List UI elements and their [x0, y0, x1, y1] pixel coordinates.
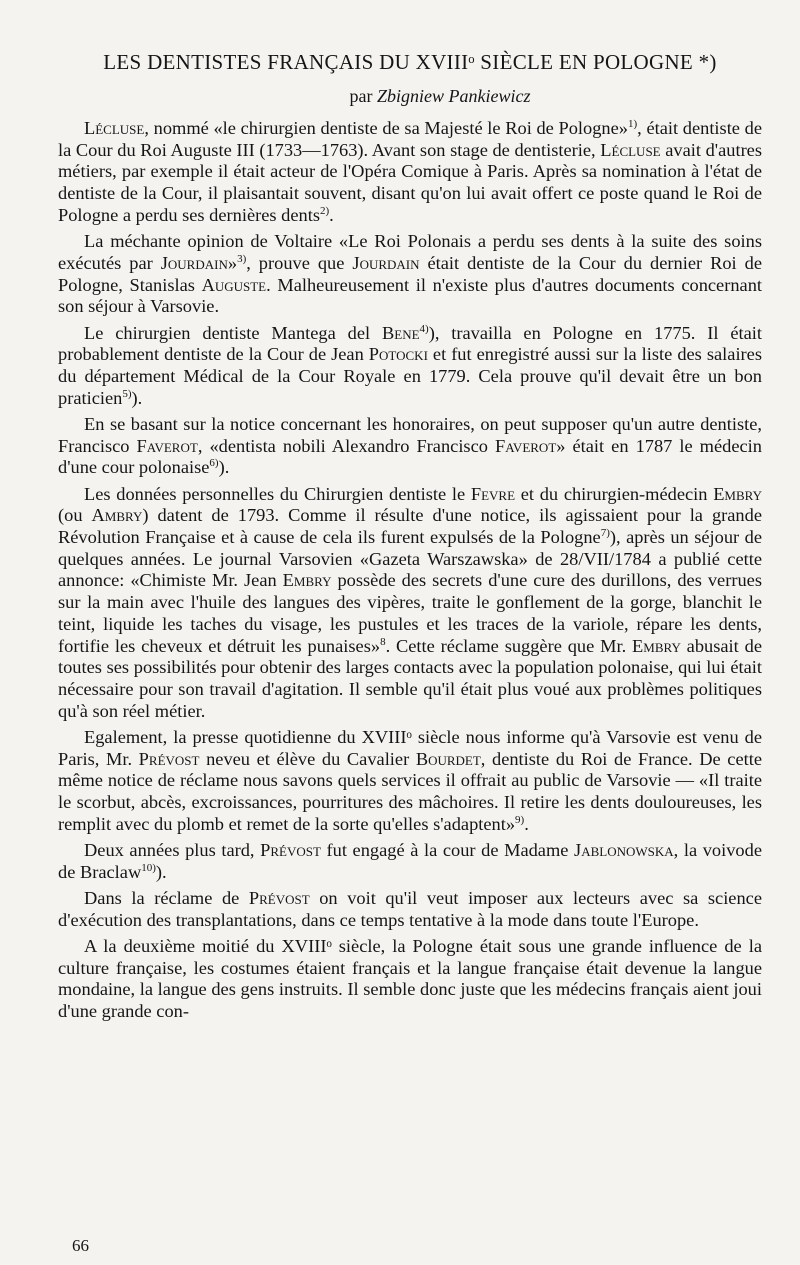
- paragraph-9: [58, 936, 762, 1023]
- article-title: LES DENTISTES FRANÇAIS DU XVIIIᵒ SIÈCLE EN POLOGNE *): [103, 50, 717, 74]
- text-run: , la voivode de Braclaw: [58, 840, 762, 882]
- text-run: . Malheureusement il n'existe plus d'autres documents concernant son séjour à Varsovie.: [58, 274, 763, 317]
- paragraph-6: [58, 727, 762, 836]
- footnote-ref: 3): [237, 252, 247, 265]
- text-run: était dentiste de la Cour du dernier Roi de Pologne, Stanislas: [58, 252, 762, 295]
- text-run: , «dentista nobili Alexandro Francisco: [197, 435, 495, 456]
- name-smallcaps: Lécluse: [600, 139, 661, 160]
- footnote-ref: 8: [380, 635, 386, 648]
- author-line: [240, 86, 640, 107]
- text-run: , nommé «le chirurgien dentiste de sa Majesté le Roi de Pologne»: [144, 118, 628, 138]
- name-smallcaps: Faverot: [494, 435, 557, 456]
- name-smallcaps: Fevre: [470, 483, 516, 504]
- footnote-ref: 2): [320, 204, 330, 217]
- text-run: ).: [155, 861, 167, 882]
- name-smallcaps: Potocki: [368, 344, 428, 365]
- name-smallcaps: Auguste: [201, 274, 267, 295]
- name-smallcaps: Jourdain: [352, 252, 420, 273]
- text-run: ), après un séjour de quelques années. Le journal Varsovien «Gazeta Warszawska» de 28/VII/1784 a publié cette annonce: «Chimiste Mr. Jean: [58, 527, 763, 591]
- text-run: ).: [218, 457, 230, 478]
- text-run: (ou: [58, 505, 92, 526]
- text-run: , était dentiste de la Cour du Roi Auguste III (1733—1763). Avant son stage de dentisterie,: [58, 118, 762, 160]
- footnote-ref: 6): [209, 457, 219, 470]
- text-run: possède des secrets d'une cure des durillons, des verrues sur la main avec l'huile des langues des vipères, traite le gonflement de la gorge, blanchit le teint, liquide les taches du visage, les pustules et les traces de la variole, répare les dents, fortifie les cheveux et détruit les punaises»: [58, 570, 762, 656]
- paragraph-4: [58, 414, 762, 479]
- name-smallcaps: Bene: [381, 322, 420, 343]
- paragraph-2: [58, 231, 762, 318]
- text-run: » était en 1787 le médecin d'une cour polonaise: [58, 435, 762, 478]
- text-run: Les données personnelles du Chirurgien dentiste le: [84, 483, 471, 504]
- text-run: Egalement, la presse quotidienne du XVIIIᵒ siècle nous informe qu'à Varsovie est venu de Paris, Mr.: [58, 726, 762, 769]
- text-run: La méchante opinion de Voltaire «Le Roi Polonais a perdu ses dents à la suite des soins exécutés par: [58, 231, 762, 273]
- text-run: Le chirurgien dentiste Mantega del: [84, 322, 382, 343]
- footnote-ref: 7): [600, 526, 610, 539]
- text-run: Dans la réclame de: [84, 888, 249, 909]
- name-smallcaps: Embry: [282, 570, 332, 591]
- name-smallcaps: Prévost: [248, 888, 310, 909]
- paragraph-5: [58, 484, 762, 723]
- footnote-ref: 9): [515, 813, 525, 826]
- name-smallcaps: Lécluse: [84, 118, 145, 138]
- name-smallcaps: Bourdet: [415, 748, 481, 769]
- text-run: .: [329, 204, 334, 225]
- text-run: et du chirurgien-médecin: [515, 483, 714, 504]
- paragraph-3: [58, 323, 762, 410]
- text-run: En se basant sur la notice concernant les honoraires, on peut supposer qu'un autre dentiste, Francisco: [58, 413, 762, 456]
- text-run: neveu et élève du Cavalier: [199, 748, 416, 769]
- article-body: [58, 118, 762, 1027]
- author-name: Zbigniew Pankiewicz: [377, 86, 531, 106]
- text-run: . Cette réclame suggère que Mr.: [385, 635, 633, 656]
- name-smallcaps: Embry: [713, 483, 762, 504]
- text-run: abusait de toutes ses possibilités pour obtenir des larges contacts avec la population polonaise, qui lui était nécessaire pour son travail d'agitation. Il semble qu'il était plus voué aux problèmes politiques qu'à son réel métier.: [58, 635, 762, 721]
- author-prefix: par: [349, 86, 373, 106]
- footnote-ref: 4): [419, 322, 429, 335]
- paragraph-7: [58, 840, 762, 883]
- name-smallcaps: Faverot: [136, 435, 198, 456]
- name-smallcaps: Embry: [632, 635, 681, 656]
- page-number: 66: [72, 1236, 89, 1255]
- name-smallcaps: Jablonowska: [574, 840, 674, 861]
- text-run: Deux années plus tard,: [84, 840, 261, 861]
- text-run: fut engagé à la cour de Madame: [320, 840, 575, 861]
- footnote-ref: 10): [141, 861, 156, 874]
- text-run: , dentiste du Roi de France. De cette même notice de réclame nous savons quels services il offrait au public de Varsovie — «Il traite le scorbut, abcès, excroissances, pourritures des mâchoires. Il retire les dents douloureuses, les remplit avec du plomb et remet de la sorte qu'elles s'adaptent»: [58, 748, 762, 834]
- name-smallcaps: Prévost: [138, 748, 200, 769]
- text-run: »: [227, 252, 238, 273]
- name-smallcaps: Jourdain: [160, 252, 228, 273]
- name-smallcaps: Ambry: [91, 505, 143, 526]
- text-run: et fut enregistré aussi sur la liste des salaires du département Médical de la Cour Royale en 1779. Cela prouve qu'il devait être un bon praticien: [58, 344, 762, 408]
- text-run: .: [524, 813, 529, 834]
- footnote-ref: 1): [628, 117, 638, 130]
- text-run: A la deuxième moitié du XVIIIᵒ siècle, la Pologne était sous une grande influence de la culture française, les costumes étaient français et la langue française était devenue la langue mondaine, la langue des gens instruits. Il semble donc juste que les médecins français aient joui d'une grande con-: [58, 936, 762, 1022]
- name-smallcaps: Prévost: [260, 840, 321, 861]
- text-run: avait d'autres métiers, par exemple il était acteur de l'Opéra Comique à Paris. Après sa nomination à l'état de dentiste de la Cour, il plaisantait souvent, disant qu'on lui avait offert ce poste quand le Roi de Pologne a perdu ses dernières dents: [58, 139, 763, 225]
- footnote-ref: 5): [122, 387, 132, 400]
- text-run: , prouve que: [246, 252, 353, 273]
- paragraph-1: [58, 118, 762, 227]
- paragraph-8: [58, 888, 762, 931]
- text-run: on voit qu'il veut imposer aux lecteurs avec sa science d'exécution des transplantations, dans ce temps tentative à la mode dans toute l'Europe.: [58, 888, 762, 930]
- text-run: ) datent de 1793. Comme il résulte d'une notice, ils agissaient pour la grande Révolution Française et à cause de cela ils furent expulsés de la Pologne: [58, 505, 762, 548]
- text-run: ), travailla en Pologne en 1775. Il était probablement dentiste de la Cour de Jean: [58, 322, 762, 365]
- text-run: ).: [131, 387, 143, 408]
